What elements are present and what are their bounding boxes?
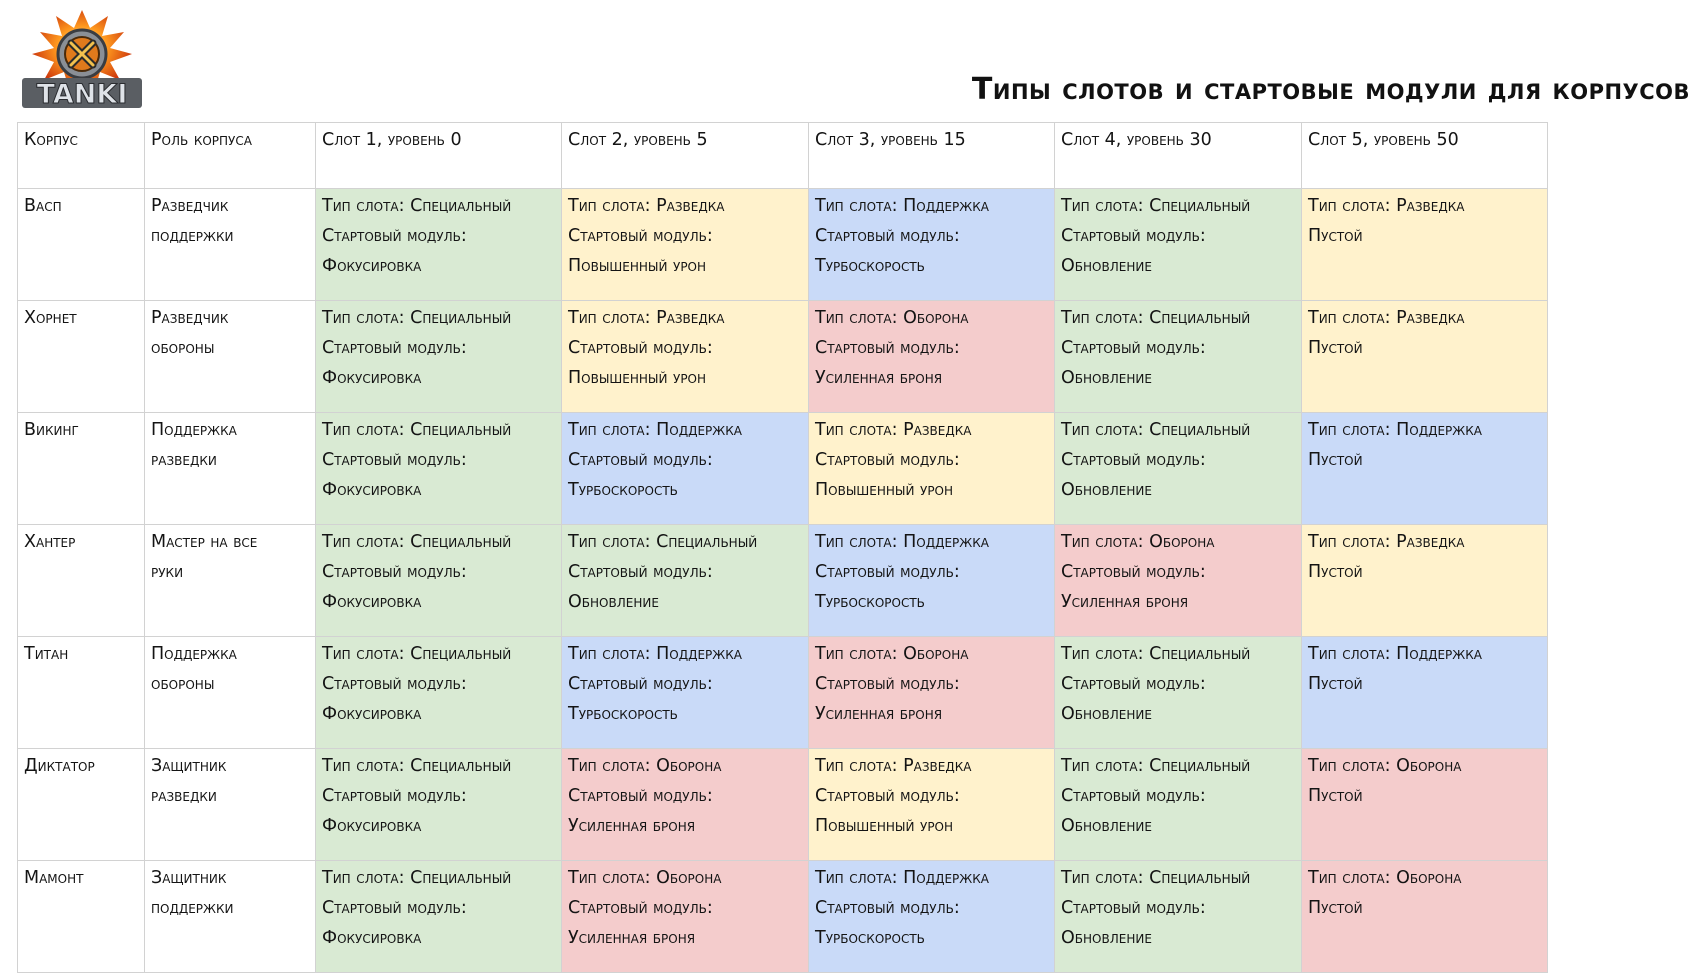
slot-cell-4 (1055, 413, 1302, 525)
slot-type: Тип слота: Специальный (322, 756, 512, 776)
hull-slot-table (17, 122, 1548, 973)
hull-role-cell (145, 861, 316, 973)
module-label: Пустой (1308, 562, 1363, 582)
module-label: Пустой (1308, 338, 1363, 358)
module-name: Повышенный урон (568, 256, 707, 276)
slot-type: Тип слота: Поддержка (815, 868, 989, 888)
hull-role-cell (145, 749, 316, 861)
table-row (18, 749, 1548, 861)
slot-cell-5 (1302, 413, 1548, 525)
hull-role-cell (145, 413, 316, 525)
header-row (18, 123, 1548, 189)
module-name: Усиленная броня (815, 368, 943, 388)
module-label: Стартовый модуль: (322, 898, 467, 918)
hull-name-cell (18, 301, 145, 413)
hull-name: Хорнет (24, 308, 77, 328)
slot-type: Тип слота: Специальный (1061, 308, 1251, 328)
slot-cell-5 (1302, 637, 1548, 749)
page-title: Типы слотов и стартовые модули для корпусов (971, 72, 1690, 107)
hull-name-cell (18, 525, 145, 637)
module-label: Стартовый модуль: (1061, 226, 1206, 246)
module-name: Турбоскорость (815, 928, 925, 948)
module-label: Стартовый модуль: (1061, 674, 1206, 694)
slot-type: Тип слота: Специальный (1061, 420, 1251, 440)
hull-role-line: Разведчик (151, 196, 229, 216)
slot-cell-3 (809, 413, 1055, 525)
module-name: Фокусировка (322, 816, 422, 836)
module-label: Стартовый модуль: (815, 450, 960, 470)
slot-type: Тип слота: Оборона (1308, 868, 1462, 888)
slot-cell-4 (1055, 301, 1302, 413)
module-name: Повышенный урон (568, 368, 707, 388)
module-name: Усиленная броня (568, 928, 696, 948)
module-name: Фокусировка (322, 256, 422, 276)
slot-cell-3 (809, 637, 1055, 749)
module-label: Стартовый модуль: (568, 450, 713, 470)
module-label: Стартовый модуль: (568, 338, 713, 358)
slot-cell-1 (316, 413, 562, 525)
slot-cell-5 (1302, 861, 1548, 973)
logo-text: TANKI (36, 79, 128, 110)
slot-cell-3 (809, 749, 1055, 861)
slot-type: Тип слота: Оборона (815, 644, 969, 664)
slot-cell-3 (809, 861, 1055, 973)
module-label: Стартовый модуль: (1061, 450, 1206, 470)
module-label: Пустой (1308, 786, 1363, 806)
hull-name: Диктатор (24, 756, 95, 776)
slot-type: Тип слота: Специальный (1061, 756, 1251, 776)
module-name: Обновление (1061, 368, 1152, 388)
slot-cell-4 (1055, 637, 1302, 749)
slot-type: Тип слота: Оборона (1308, 756, 1462, 776)
slot-type: Тип слота: Поддержка (568, 420, 742, 440)
hull-role-line: разведки (151, 450, 217, 470)
module-label: Стартовый модуль: (1061, 338, 1206, 358)
module-name: Обновление (1061, 704, 1152, 724)
slot-cell-2 (562, 525, 809, 637)
module-label: Стартовый модуль: (322, 338, 467, 358)
tanki-logo (20, 10, 144, 110)
module-name: Фокусировка (322, 704, 422, 724)
module-label: Стартовый модуль: (322, 562, 467, 582)
hull-role-cell (145, 301, 316, 413)
table-row (18, 861, 1548, 973)
module-label: Пустой (1308, 898, 1363, 918)
slot-type: Тип слота: Разведка (1308, 308, 1465, 328)
hull-name-cell (18, 189, 145, 301)
slot-cell-1 (316, 637, 562, 749)
col-header-slot-1: Слот 1, уровень 0 (316, 123, 562, 189)
slot-type: Тип слота: Специальный (322, 532, 512, 552)
hull-role-line: руки (151, 562, 184, 582)
module-label: Стартовый модуль: (322, 226, 467, 246)
slot-cell-5 (1302, 189, 1548, 301)
table-row (18, 189, 1548, 301)
hull-role-line: поддержки (151, 226, 234, 246)
module-label: Стартовый модуль: (815, 674, 960, 694)
hull-role-cell (145, 525, 316, 637)
slot-cell-1 (316, 189, 562, 301)
hull-role-line: Мастер на все (151, 532, 258, 552)
module-label: Стартовый модуль: (815, 786, 960, 806)
slot-cell-5 (1302, 301, 1548, 413)
slot-type: Тип слота: Поддержка (815, 532, 989, 552)
slot-cell-1 (316, 525, 562, 637)
slot-type: Тип слота: Оборона (1061, 532, 1215, 552)
slot-cell-2 (562, 749, 809, 861)
module-label: Стартовый модуль: (815, 226, 960, 246)
table-row (18, 637, 1548, 749)
slot-type: Тип слота: Специальный (322, 644, 512, 664)
slot-type: Тип слота: Специальный (322, 420, 512, 440)
slot-type: Тип слота: Оборона (568, 868, 722, 888)
module-label: Пустой (1308, 450, 1363, 470)
module-label: Стартовый модуль: (568, 562, 713, 582)
slot-type: Тип слота: Разведка (568, 308, 725, 328)
slot-type: Тип слота: Разведка (1308, 532, 1465, 552)
col-header-slot-2: Слот 2, уровень 5 (562, 123, 809, 189)
hull-name: Викинг (24, 420, 79, 440)
slot-cell-4 (1055, 749, 1302, 861)
hull-role-line: Разведчик (151, 308, 229, 328)
slot-cell-2 (562, 301, 809, 413)
slot-cell-2 (562, 413, 809, 525)
slot-cell-5 (1302, 525, 1548, 637)
slot-type: Тип слота: Специальный (568, 532, 758, 552)
module-name: Фокусировка (322, 368, 422, 388)
hull-role-line: обороны (151, 674, 215, 694)
hull-role-line: обороны (151, 338, 215, 358)
module-name: Фокусировка (322, 480, 422, 500)
slot-type: Тип слота: Разведка (815, 756, 972, 776)
slot-cell-4 (1055, 525, 1302, 637)
slot-type: Тип слота: Разведка (1308, 196, 1465, 216)
col-header-hull: Корпус (18, 123, 145, 189)
hull-name-cell (18, 861, 145, 973)
module-label: Стартовый модуль: (568, 674, 713, 694)
slot-cell-2 (562, 189, 809, 301)
hull-name: Васп (24, 196, 62, 216)
hull-name-cell (18, 413, 145, 525)
module-name: Усиленная броня (568, 816, 696, 836)
slot-type: Тип слота: Оборона (568, 756, 722, 776)
module-label: Стартовый модуль: (815, 338, 960, 358)
hull-name: Мамонт (24, 868, 84, 888)
module-label: Пустой (1308, 226, 1363, 246)
hull-name: Титан (24, 644, 69, 664)
slot-type: Тип слота: Специальный (322, 868, 512, 888)
slot-type: Тип слота: Поддержка (1308, 420, 1482, 440)
module-name: Обновление (1061, 816, 1152, 836)
slot-cell-4 (1055, 861, 1302, 973)
slot-cell-1 (316, 749, 562, 861)
module-label: Стартовый модуль: (815, 562, 960, 582)
slot-cell-3 (809, 189, 1055, 301)
slot-type: Тип слота: Поддержка (1308, 644, 1482, 664)
slot-type: Тип слота: Разведка (568, 196, 725, 216)
module-name: Турбоскорость (568, 704, 678, 724)
module-name: Усиленная броня (815, 704, 943, 724)
module-label: Стартовый модуль: (568, 226, 713, 246)
slot-type: Тип слота: Поддержка (815, 196, 989, 216)
module-label: Стартовый модуль: (322, 450, 467, 470)
module-label: Стартовый модуль: (322, 674, 467, 694)
col-header-slot-3: Слот 3, уровень 15 (809, 123, 1055, 189)
slot-cell-4 (1055, 189, 1302, 301)
module-name: Обновление (1061, 928, 1152, 948)
module-label: Пустой (1308, 674, 1363, 694)
col-header-role: Роль корпуса (145, 123, 316, 189)
module-label: Стартовый модуль: (568, 898, 713, 918)
slot-cell-3 (809, 525, 1055, 637)
slot-cell-1 (316, 301, 562, 413)
module-name: Обновление (568, 592, 659, 612)
hull-role-line: Защитник (151, 868, 227, 888)
slot-type: Тип слота: Специальный (322, 196, 512, 216)
slot-type: Тип слота: Специальный (1061, 644, 1251, 664)
hull-role-line: Защитник (151, 756, 227, 776)
slot-cell-2 (562, 861, 809, 973)
table-row (18, 413, 1548, 525)
slot-type: Тип слота: Специальный (1061, 196, 1251, 216)
slot-cell-5 (1302, 749, 1548, 861)
module-name: Повышенный урон (815, 480, 954, 500)
module-name: Повышенный урон (815, 816, 954, 836)
table-row (18, 301, 1548, 413)
module-name: Обновление (1061, 256, 1152, 276)
module-label: Стартовый модуль: (1061, 898, 1206, 918)
module-label: Стартовый модуль: (568, 786, 713, 806)
hull-role-line: поддержки (151, 898, 234, 918)
module-name: Усиленная броня (1061, 592, 1189, 612)
slot-type: Тип слота: Специальный (322, 308, 512, 328)
slot-type: Тип слота: Оборона (815, 308, 969, 328)
table-row (18, 525, 1548, 637)
module-name: Турбоскорость (815, 592, 925, 612)
slot-cell-1 (316, 861, 562, 973)
module-label: Стартовый модуль: (1061, 562, 1206, 582)
hull-name-cell (18, 637, 145, 749)
module-name: Обновление (1061, 480, 1152, 500)
module-name: Фокусировка (322, 928, 422, 948)
hull-role-line: Поддержка (151, 644, 237, 664)
module-label: Стартовый модуль: (1061, 786, 1206, 806)
module-label: Стартовый модуль: (815, 898, 960, 918)
hull-role-cell (145, 637, 316, 749)
hull-role-line: разведки (151, 786, 217, 806)
slot-type: Тип слота: Разведка (815, 420, 972, 440)
slot-type: Тип слота: Поддержка (568, 644, 742, 664)
slot-cell-3 (809, 301, 1055, 413)
module-name: Фокусировка (322, 592, 422, 612)
hull-name-cell (18, 749, 145, 861)
slot-type: Тип слота: Специальный (1061, 868, 1251, 888)
hull-role-line: Поддержка (151, 420, 237, 440)
module-label: Стартовый модуль: (322, 786, 467, 806)
col-header-slot-4: Слот 4, уровень 30 (1055, 123, 1302, 189)
col-header-slot-5: Слот 5, уровень 50 (1302, 123, 1548, 189)
hull-name: Хантер (24, 532, 76, 552)
hull-role-cell (145, 189, 316, 301)
module-name: Турбоскорость (568, 480, 678, 500)
slot-cell-2 (562, 637, 809, 749)
module-name: Турбоскорость (815, 256, 925, 276)
